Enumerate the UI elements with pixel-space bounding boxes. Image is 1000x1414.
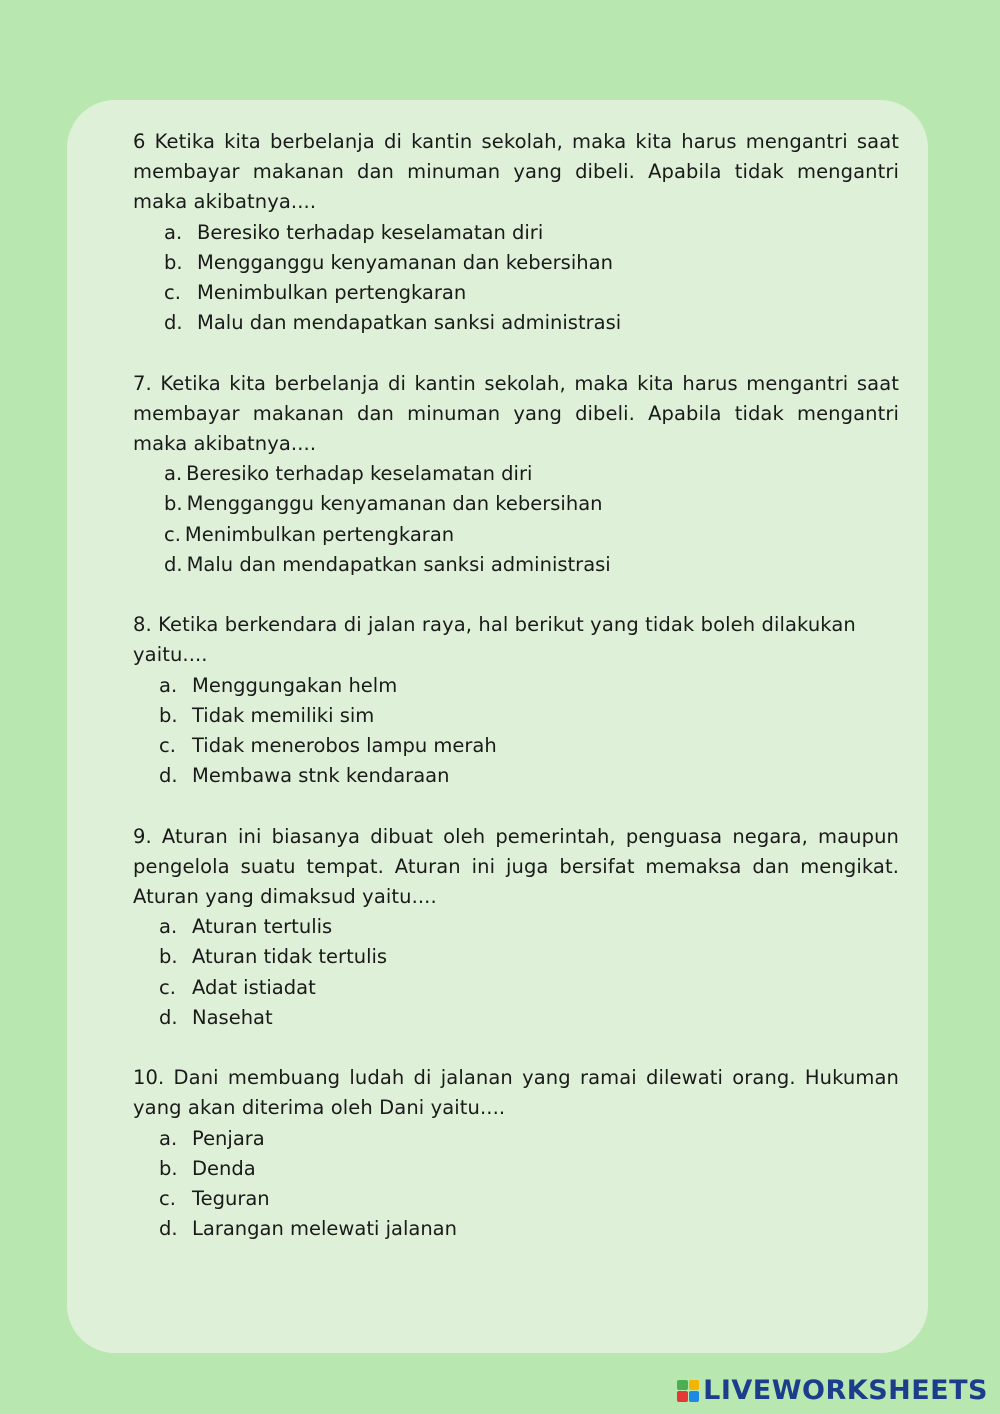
question-6 <box>133 127 899 338</box>
liveworksheets-logo[interactable] <box>677 1375 988 1406</box>
option-b[interactable]: b. Mengganggu kenyamanan dan kebersihan <box>164 250 613 274</box>
option-c[interactable]: c. Adat istiadat <box>159 975 316 999</box>
question-text: 9. Aturan ini biasanya dibuat oleh pemerintah, penguasa negara, maupun pengelola suatu tempat. Aturan ini juga bersifat memaksa dan mengikat. Aturan yang dimaksud yaitu.... <box>133 824 899 909</box>
logo-text: LIVEWORKSHEETS <box>703 1375 988 1406</box>
option-list <box>159 1124 899 1245</box>
question-text: 8. Ketika berkendara di jalan raya, hal berikut yang tidak boleh dilakukan yaitu.... <box>133 613 856 667</box>
option-a[interactable]: a. Menggungakan helm <box>159 673 398 697</box>
option-a[interactable]: a. Aturan tertulis <box>159 915 333 939</box>
option-d[interactable]: d. Membawa stnk kendaraan <box>159 764 450 788</box>
question-9 <box>133 822 899 1033</box>
question-10 <box>133 1063 899 1244</box>
option-c[interactable]: c. Menimbulkan pertengkaran <box>164 281 467 305</box>
option-c[interactable]: c. Teguran <box>159 1187 270 1211</box>
option-d[interactable]: d. Malu dan mendapatkan sanksi administrasi <box>164 552 611 576</box>
option-b[interactable]: b. Denda <box>159 1156 256 1180</box>
option-list <box>159 671 899 792</box>
option-list <box>164 459 899 580</box>
option-b[interactable]: b. Mengganggu kenyamanan dan kebersihan <box>164 492 603 516</box>
option-a[interactable]: a. Penjara <box>159 1126 265 1150</box>
option-d[interactable]: d. Malu dan mendapatkan sanksi administrasi <box>164 311 622 335</box>
option-c[interactable]: c. Tidak menerobos lampu merah <box>159 734 497 758</box>
question-text: 6 Ketika kita berbelanja di kantin sekolah, maka kita harus mengantri saat membayar makanan dan minuman yang dibeli. Apabila tidak mengantri maka akibatnya.... <box>133 130 899 214</box>
option-a[interactable]: a. Beresiko terhadap keselamatan diri <box>164 220 544 244</box>
question-text: 7. Ketika kita berbelanja di kantin sekolah, maka kita harus mengantri saat membayar makanan dan minuman yang dibeli. Apabila tidak mengantri maka akibatnya.... <box>133 371 899 456</box>
option-list <box>159 912 899 1033</box>
liveworksheets-mark-icon <box>677 1380 699 1402</box>
option-c[interactable]: c. Menimbulkan pertengkaran <box>164 522 455 546</box>
question-8 <box>133 610 899 791</box>
option-d[interactable]: d. Larangan melewati jalanan <box>159 1217 457 1241</box>
question-7 <box>133 369 899 580</box>
option-b[interactable]: b. Tidak memiliki sim <box>159 703 375 727</box>
option-d[interactable]: d. Nasehat <box>159 1005 273 1029</box>
option-b[interactable]: b. Aturan tidak tertulis <box>159 945 388 969</box>
option-a[interactable]: a. Beresiko terhadap keselamatan diri <box>164 462 533 486</box>
question-text: 10. Dani membuang ludah di jalanan yang ramai dilewati orang. Hukuman yang akan diterima oleh Dani yaitu.... <box>133 1066 899 1120</box>
option-list <box>164 218 899 339</box>
question-list <box>133 127 899 1275</box>
